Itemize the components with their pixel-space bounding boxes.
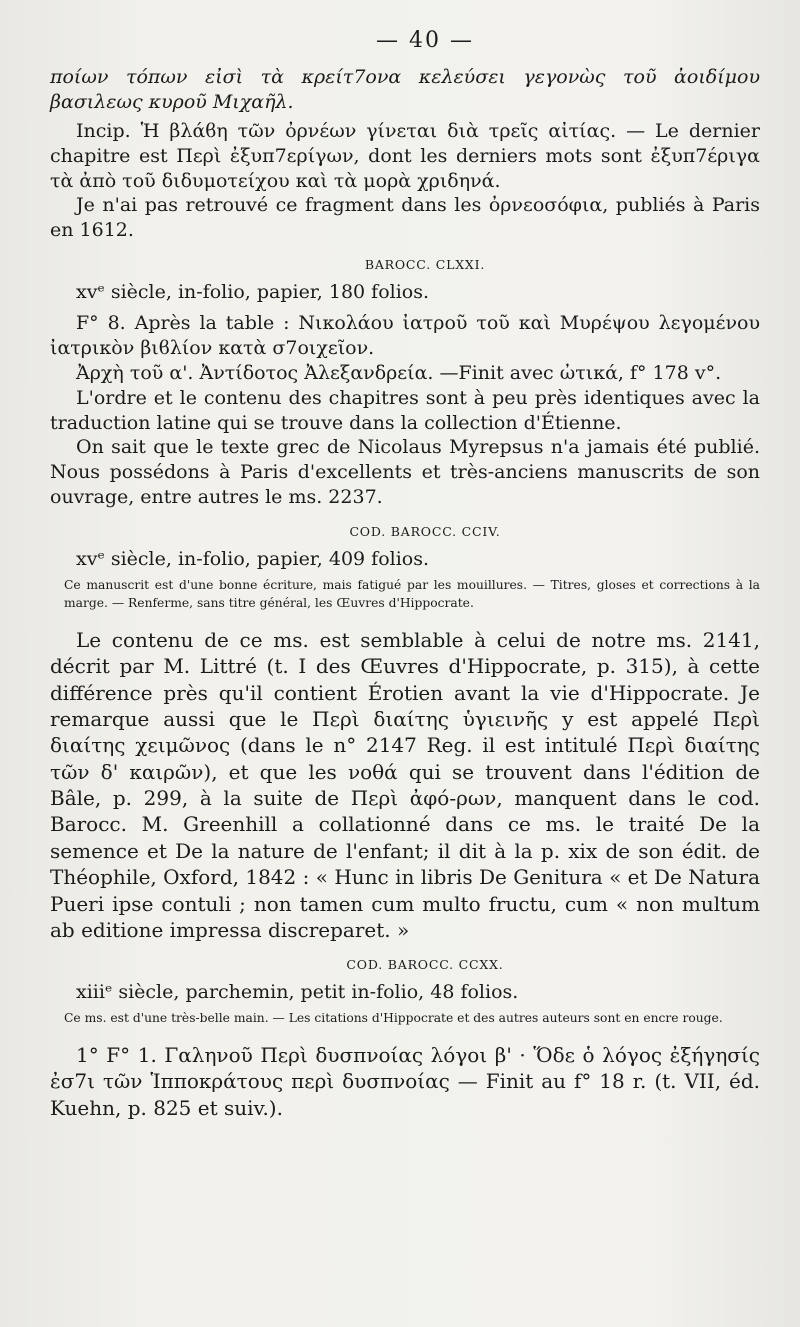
section-heading-barocc-171: BAROCC. CLXXI. [364,257,486,273]
paragraph-arche: Ἀρχὴ τοῦ α'. Ἀντίδοτος Ἀλεξανδρεία. —Finit avec ὠτικά, f° 178 v°. [76,361,722,384]
section-heading-barocc-204: COD. BAROCC. CCIV. [349,524,501,539]
paragraph-folio-1: 1° F° 1. Γαληνοῦ Περὶ δυσπνοίας λόγοι β' · Ὅδε ὁ λόγος ἐξήγησίς ἐσ7ι τῶν Ἱπποκράτους περὶ δυσπνοίας — Finit au f° 18 r. (t. VII, éd. Kuehn, p. 825 et suiv.). [50,1042,760,1120]
paragraph-incipit: Incip. Ἡ βλάϐη τῶν ὀρνέων γίνεται διὰ τρεῖς αἰτίας. — Le dernier chapitre est Περὶ ἐξυπ7ερίγων, dont les derniers mots sont ἐξυπ7έριγα τὰ ἀπὸ τοῦ διδυμοτείχου καὶ τὰ μορὰ χριδηνά. [50,119,760,192]
paragraph-greek-title-end: ποίων τόπων εἰσὶ τὰ κρείτ7ονα κελεύσει γεγονὼς τοῦ ἀοιδίμου βασιλεως κυροῦ Μιχαῆλ. [50,66,760,113]
small-note-204: Ce manuscrit est d'une bonne écriture, mais fatigué par les mouillures. — Titres, gloses et corrections à la marge. — Renferme, sans titre général, les Œuvres d'Hippocrate. [64,577,760,611]
paragraph-order-contents: L'ordre et le contenu des chapitres sont à peu près identiques avec la traduction latine qui se trouve dans la collection d'Étienne. [50,386,760,434]
small-note-220: Ce ms. est d'une très-belle main. — Les citations d'Hippocrate et des autres auteurs sont en encre rouge. [64,1011,723,1026]
paragraph-myrepsus: On sait que le texte grec de Nicolaus Myrepsus n'a jamais été publié. Nous possédons à Paris d'excellents et très-anciens manuscrits de son ouvrage, entre autres le ms. 2237. [50,436,760,509]
section-heading-barocc-220: COD. BAROCC. CCXX. [346,957,504,973]
manuscript-description-204: xvᵉ siècle, in-folio, papier, 409 folios. [76,548,430,570]
paragraph-fragment-note: Je n'ai pas retrouvé ce fragment dans les ὀρνεοσόφια, publiés à Paris en 1612. [50,194,760,242]
paragraph-contents-204: Le contenu de ce ms. est semblable à celui de notre ms. 2141, décrit par M. Littré (t. I des Œuvres d'Hippocrate, p. 315), à cette différence près qu'il contient Érotien avant la vie d'Hippocrate. Je remarque aussi que le Περὶ διαίτης ὑγιεινῆς y est appelé Περὶ διαίτης χειμῶνος (dans le n° 2147 Reg. il est intitulé Περὶ διαίτης τῶν δ' καιρῶν), et que les νοθά qui se trouvent dans l'édition de Bâle, p. 299, à la suite de Περὶ ἀφό-ρων, manquent dans le cod. Barocc. M. Greenhill a collationné dans ce ms. le traité De la semence et De la nature de l'enfant; il dit à la p. xix de son édit. de Théophile, Oxford, 1842 : « Hunc in libris De Genitura « et De Natura Pueri ipse contuli ; non tamen cum multo fructu, cum « non multum ab editione impressa discreparet. » [50,627,760,943]
page-number: — 40 — [376,28,474,53]
manuscript-description-220: xiiiᵉ siècle, parchemin, petit in-folio, 48 folios. [76,981,519,1004]
manuscript-description-171: xvᵉ siècle, in-folio, papier, 180 folios. [76,281,430,304]
paragraph-folio-8: F° 8. Après la table : Νικολάου ἰατροῦ τοῦ καὶ Μυρέψου λεγομένου ἰατρικὸν βιϐλίον κατὰ σ7οιχεῖον. [50,312,760,359]
